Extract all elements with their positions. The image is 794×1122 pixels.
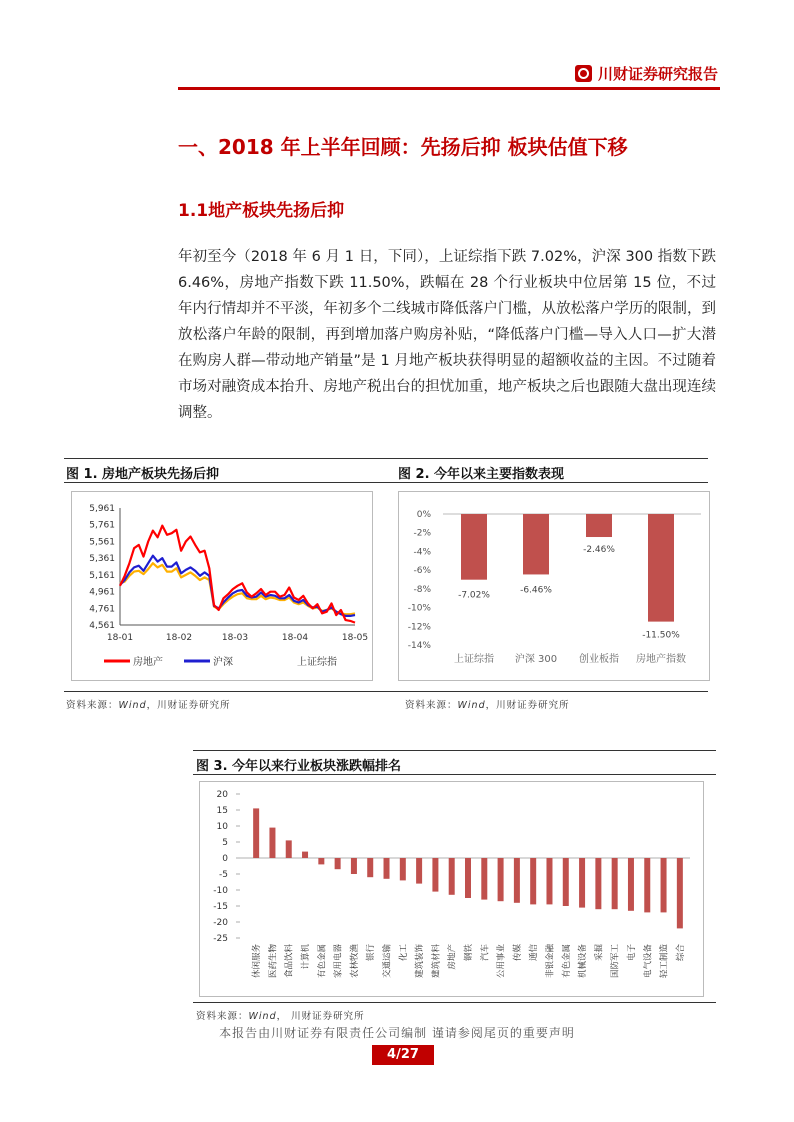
fig3-category-label: 医药生物 bbox=[268, 944, 279, 979]
fig3-category-label: 电子 bbox=[626, 944, 637, 962]
fig3-category-label: 建筑装饰 bbox=[415, 944, 426, 979]
fig3-bar bbox=[367, 858, 373, 877]
fig-bottom-rule bbox=[64, 691, 708, 692]
fig3-category-label: 食品饮料 bbox=[284, 944, 295, 979]
fig3-bar bbox=[612, 858, 618, 909]
fig1-series-line-0 bbox=[120, 526, 355, 623]
fig3-title: 图 3. 今年以来行业板块涨跌幅排名 bbox=[196, 759, 402, 774]
fig3-category-label: 非银金融 bbox=[545, 944, 556, 979]
footer-disclaimer: 本报告由川财证券有限责任公司编制 谨请参阅尾页的重要声明 bbox=[219, 1026, 575, 1040]
fig3-bar bbox=[628, 858, 634, 911]
fig3-category-label: 采掘 bbox=[594, 944, 605, 962]
fig-title-rule bbox=[64, 482, 708, 483]
body-paragraph: 年初至今（2018 年 6 月 1 日，下同），上证综指下跌 7.02%，沪深 300 指数下跌 6.46%，房地产指数下跌 11.50%，跌幅在 28 个行业板块中位居第 15 位，不过年内行情却并不平淡，年初多个二线城市降低落户门槛，从放松落户学历的限制，到放松落户年龄的限制，再到增加落户购房补贴，“降低落户门槛—导入人口—扩大潜在购房人群—带动地产销量”是 1 月地产板块获得明显的超额收益的主因。不过随着市场对融资成本抬升、房地产税出台的担忧加重，地产板块之后也跟随大盘出现连续调整。 bbox=[178, 249, 716, 421]
fig3-bar bbox=[563, 858, 569, 906]
fig1-source: 资料来源：Wind，川财证券研究所 bbox=[66, 700, 231, 711]
fig3-bar bbox=[302, 852, 308, 858]
fig2-y-tick-label: -6% bbox=[413, 566, 431, 577]
page-number: 4/27 bbox=[372, 1045, 434, 1065]
section-heading: 一、2018 年上半年回顾：先扬后抑 板块估值下移 bbox=[178, 135, 628, 159]
fig3-bar bbox=[400, 858, 406, 880]
fig1-y-tick-label: 4,761 bbox=[89, 604, 115, 615]
fig3-bar bbox=[318, 858, 324, 864]
fig3-bar bbox=[595, 858, 601, 909]
fig1-line-chart bbox=[72, 492, 372, 680]
fig3-bar bbox=[481, 858, 487, 900]
fig3-y-tick-label: -5 bbox=[219, 870, 228, 880]
fig1-x-tick-label: 18-04 bbox=[281, 633, 309, 643]
fig3-y-tick-label: 20 bbox=[216, 790, 228, 800]
fig3-category-label: 公用事业 bbox=[496, 944, 507, 979]
fig2-data-label: -11.50% bbox=[642, 630, 680, 641]
fig1-x-tick-label: 18-01 bbox=[106, 633, 134, 643]
fig3-y-tick-label: -20 bbox=[213, 918, 228, 928]
fig2-source: 资料来源：Wind，川财证券研究所 bbox=[405, 700, 570, 711]
fig3-bar bbox=[449, 858, 455, 895]
fig2-bar bbox=[648, 514, 674, 622]
fig2-data-label: -2.46% bbox=[583, 545, 615, 556]
fig3-category-label: 化工 bbox=[398, 944, 409, 962]
fig3-y-tick-label: -25 bbox=[213, 934, 228, 944]
fig3-category-label: 电气设备 bbox=[643, 944, 654, 979]
fig2-data-label: -7.02% bbox=[458, 590, 490, 601]
fig1-legend-label: 房地产 bbox=[133, 657, 163, 668]
fig3-title-rule bbox=[193, 774, 716, 775]
fig2-category-label: 创业板指 bbox=[579, 654, 619, 665]
fig3-category-label: 家用电器 bbox=[333, 944, 344, 979]
fig2-category-label: 房地产指数 bbox=[636, 654, 686, 665]
fig2-y-tick-label: 0% bbox=[416, 510, 431, 520]
fig3-category-label: 轻工制造 bbox=[659, 944, 670, 979]
fig3-y-tick-label: 0 bbox=[222, 854, 228, 864]
fig3-bar bbox=[579, 858, 585, 908]
fig3-chart-box bbox=[199, 781, 704, 997]
fig3-category-label: 休闲服务 bbox=[252, 944, 263, 979]
fig3-category-label: 银行 bbox=[366, 944, 377, 962]
fig3-category-label: 计算机 bbox=[301, 944, 312, 970]
fig1-y-tick-label: 5,761 bbox=[89, 520, 115, 531]
fig2-data-label: -6.46% bbox=[520, 585, 552, 596]
fig-top-rule bbox=[64, 458, 708, 459]
fig1-title: 图 1. 房地产板块先扬后抑 bbox=[66, 467, 220, 482]
fig3-bar-chart bbox=[200, 782, 703, 996]
fig1-x-tick-label: 18-02 bbox=[165, 633, 193, 643]
fig3-bar bbox=[384, 858, 390, 879]
fig3-category-label: 汽车 bbox=[480, 944, 491, 962]
fig3-bar bbox=[530, 858, 536, 904]
fig3-category-label: 钢铁 bbox=[464, 944, 474, 962]
brand-logo-icon bbox=[575, 65, 592, 82]
fig1-y-tick-label: 5,361 bbox=[89, 554, 115, 565]
fig3-category-label: 交通运输 bbox=[382, 944, 393, 979]
fig3-bar bbox=[661, 858, 667, 912]
fig3-bar bbox=[498, 858, 504, 901]
fig3-bar bbox=[269, 828, 275, 858]
fig2-bar bbox=[586, 514, 612, 537]
fig3-top-rule bbox=[193, 750, 716, 751]
fig1-y-tick-label: 5,561 bbox=[89, 537, 115, 548]
fig3-y-tick-label: 15 bbox=[216, 806, 228, 816]
fig3-bar bbox=[416, 858, 422, 884]
fig3-source: 资料来源：Wind， 川财证券研究所 bbox=[196, 1011, 365, 1022]
fig3-y-tick-label: -15 bbox=[213, 902, 228, 912]
brand-name: 川财证券研究报告 bbox=[597, 65, 718, 83]
fig2-y-tick-label: -12% bbox=[407, 622, 431, 633]
fig1-y-tick-label: 5,961 bbox=[89, 504, 115, 514]
fig3-category-label: 机械设备 bbox=[578, 944, 589, 979]
fig2-bar bbox=[461, 514, 487, 580]
fig3-bar bbox=[644, 858, 650, 912]
fig3-bar bbox=[286, 840, 292, 858]
fig1-legend-label: 沪深 bbox=[213, 657, 233, 668]
fig3-category-label: 国防军工 bbox=[610, 944, 621, 979]
fig3-bar bbox=[351, 858, 357, 874]
fig3-bar bbox=[546, 858, 552, 904]
fig3-bar bbox=[432, 858, 438, 892]
fig1-y-tick-label: 4,961 bbox=[89, 587, 115, 598]
fig3-category-label: 建筑材料 bbox=[431, 944, 442, 979]
fig1-x-tick-label: 18-05 bbox=[341, 633, 369, 643]
fig2-bar bbox=[523, 514, 549, 574]
fig2-chart-box bbox=[398, 491, 710, 681]
fig1-chart-box bbox=[71, 491, 373, 681]
fig2-y-tick-label: -4% bbox=[413, 547, 431, 558]
fig3-bottom-rule bbox=[193, 1002, 716, 1003]
fig3-category-label: 房地产 bbox=[447, 944, 458, 970]
fig3-category-label: 有色金属 bbox=[561, 944, 572, 979]
fig3-y-tick-label: -10 bbox=[213, 886, 228, 896]
subsection-heading: 1.1地产板块先扬后抑 bbox=[178, 201, 345, 221]
fig3-bar bbox=[465, 858, 471, 898]
fig2-y-tick-label: -14% bbox=[407, 641, 431, 651]
fig1-y-tick-label: 5,161 bbox=[89, 570, 115, 581]
fig2-y-tick-label: -2% bbox=[413, 528, 431, 539]
fig3-category-label: 综合 bbox=[675, 944, 686, 962]
fig3-category-label: 传媒 bbox=[512, 944, 523, 962]
report-brand bbox=[575, 63, 718, 84]
fig2-category-label: 沪深 300 bbox=[514, 654, 558, 665]
fig3-category-label: 农林牧渔 bbox=[349, 944, 360, 979]
fig1-legend-label: 上证综指 bbox=[297, 657, 337, 668]
fig2-y-tick-label: -8% bbox=[413, 584, 431, 595]
fig3-bar bbox=[335, 858, 341, 869]
fig3-y-tick-label: 5 bbox=[222, 838, 228, 848]
fig3-category-label: 有色金属 bbox=[317, 944, 328, 979]
fig3-bar bbox=[677, 858, 683, 928]
fig2-category-label: 上证综指 bbox=[454, 654, 494, 665]
fig2-bar-chart bbox=[399, 492, 709, 680]
fig2-y-tick-label: -10% bbox=[407, 603, 431, 614]
fig3-category-label: 通信 bbox=[529, 944, 540, 962]
fig2-title: 图 2. 今年以来主要指数表现 bbox=[398, 467, 565, 482]
fig1-y-tick-label: 4,561 bbox=[89, 621, 115, 631]
fig3-y-tick-label: 10 bbox=[216, 822, 228, 832]
fig1-x-tick-label: 18-03 bbox=[221, 633, 249, 643]
fig3-bar bbox=[253, 808, 259, 858]
header-rule bbox=[178, 87, 720, 90]
fig3-bar bbox=[514, 858, 520, 903]
